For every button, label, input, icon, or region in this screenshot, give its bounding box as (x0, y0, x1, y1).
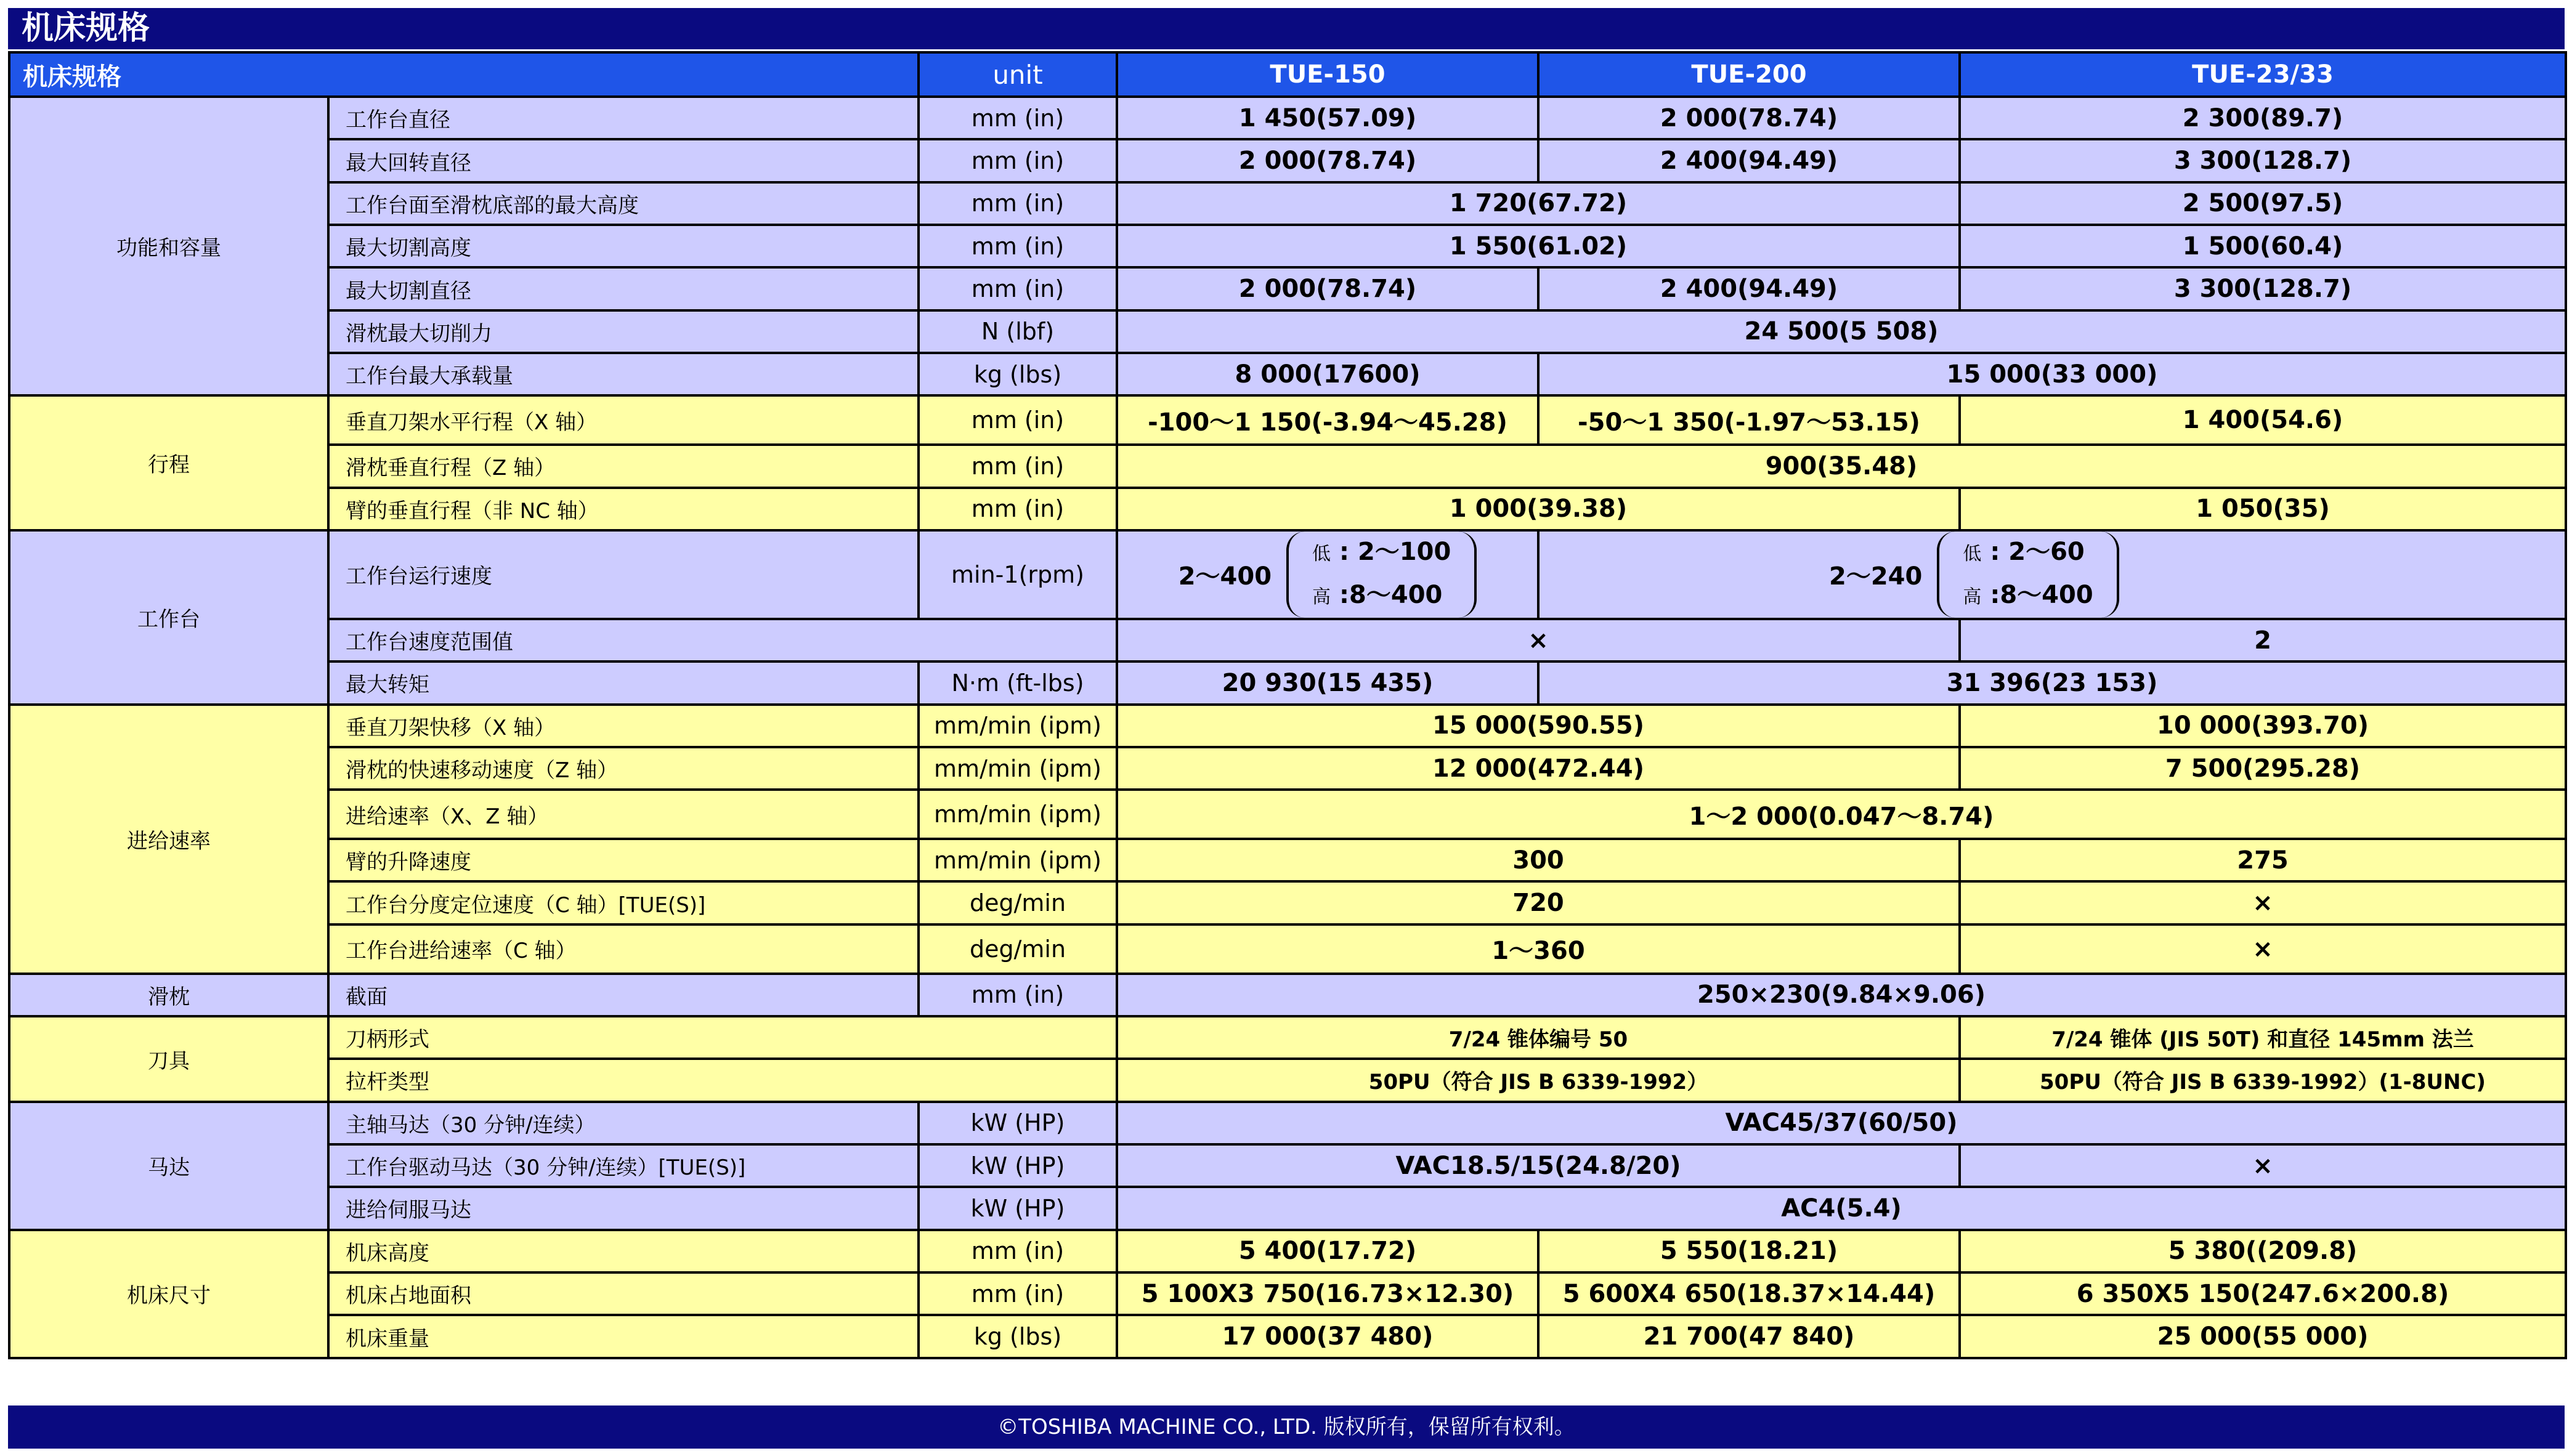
cell-value: 300 (1117, 839, 1960, 881)
speed-high-value: :8～400 (1339, 580, 1443, 609)
table-row (9, 1187, 2566, 1229)
cell-value: 2 000(78.74) (1117, 267, 1538, 310)
copyright-footer: ©TOSHIBA MACHINE CO., LTD. 版权所有，保留所有权利。 (8, 1405, 2565, 1449)
row-item-label: 工作台速度范围值 (328, 619, 1117, 661)
speed-high-label: 高 (1312, 586, 1331, 608)
cell-value: 50PU（符合 JIS B 6339-1992） (1117, 1059, 1960, 1101)
cell-value: × (1117, 619, 1960, 661)
row-unit: kW (HP) (919, 1144, 1117, 1187)
cell-value: 7/24 锥体 (JIS 50T) 和直径 145mm 法兰 (1960, 1016, 2566, 1059)
table-row (9, 974, 2566, 1016)
row-item-label: 垂直刀架快移（X 轴） (328, 705, 919, 747)
table-row (9, 1144, 2566, 1187)
speed-low-value: : 2～60 (1990, 537, 2085, 566)
table-row (9, 395, 2566, 445)
cell-value: 1 000(39.38) (1117, 488, 1960, 530)
cell-value: 5 380((209.8) (1960, 1230, 2566, 1272)
cell-value: 24 500(5 508) (1117, 310, 2566, 353)
cell-value: 5 550(18.21) (1538, 1230, 1960, 1272)
table-row (9, 1059, 2566, 1101)
row-item-label: 主轴马达（30 分钟/连续） (328, 1102, 919, 1144)
table-row (9, 619, 2566, 661)
speed-range-bracket (1286, 532, 1477, 618)
cell-value: 2 300(89.7) (1960, 97, 2566, 139)
cell-value: 31 396(23 153) (1538, 661, 2566, 704)
row-unit: mm (in) (919, 267, 1117, 310)
row-item-label: 最大转矩 (328, 661, 919, 704)
row-unit: mm/min (ipm) (919, 705, 1117, 747)
table-row (9, 267, 2566, 310)
cell-value: × (1960, 924, 2566, 974)
cell-value: 7/24 锥体编号 50 (1117, 1016, 1960, 1059)
row-item-label: 滑枕最大切削力 (328, 310, 919, 353)
cell-value: 1 050(35) (1960, 488, 2566, 530)
cell-value: -50～1 350(-1.97～53.15) (1538, 395, 1960, 445)
row-item-label: 工作台直径 (328, 97, 919, 139)
row-item-label: 臂的垂直行程（非 NC 轴） (328, 488, 919, 530)
cell-value: 15 000(590.55) (1117, 705, 1960, 747)
cell-value: 3 300(128.7) (1960, 139, 2566, 182)
table-row (9, 747, 2566, 790)
cell-value: 3 300(128.7) (1960, 267, 2566, 310)
table-row (9, 310, 2566, 353)
speed-range-bracket (1937, 532, 2119, 618)
row-item-label: 进给伺服马达 (328, 1187, 919, 1229)
cell-value: VAC18.5/15(24.8/20) (1117, 1144, 1960, 1187)
row-item-label: 进给速率（X、Z 轴） (328, 790, 919, 839)
cell-value: 2 000(78.74) (1538, 97, 1960, 139)
cell-value: AC4(5.4) (1117, 1187, 2566, 1229)
cell-value: 17 000(37 480) (1117, 1315, 1538, 1358)
row-item-label: 机床占地面积 (328, 1272, 919, 1315)
row-unit: mm (in) (919, 97, 1117, 139)
cell-value: 1 720(67.72) (1117, 182, 1960, 225)
row-unit: kg (lbs) (919, 353, 1117, 395)
table-row (9, 445, 2566, 487)
row-unit: mm/min (ipm) (919, 839, 1117, 881)
table-row (9, 225, 2566, 267)
cell-value: 8 000(17600) (1117, 353, 1538, 395)
cell-value: 2 500(97.5) (1960, 182, 2566, 225)
cell-value: × (1960, 1144, 2566, 1187)
speed-low-label: 低 (1963, 543, 1982, 565)
row-unit: mm (in) (919, 488, 1117, 530)
cell-value: 25 000(55 000) (1960, 1315, 2566, 1358)
cell-value: 2 400(94.49) (1538, 267, 1960, 310)
row-item-label: 臂的升降速度 (328, 839, 919, 881)
header-model-tue2333: TUE-23/33 (1960, 52, 2566, 97)
table-row (9, 705, 2566, 747)
row-unit: mm/min (ipm) (919, 790, 1117, 839)
table-row (9, 839, 2566, 881)
row-item-label: 工作台驱动马达（30 分钟/连续）[TUE(S)] (328, 1144, 919, 1187)
table-row (9, 924, 2566, 974)
speed-base-value: 2～240 (1829, 562, 1923, 591)
speed-base-value: 2～400 (1178, 562, 1272, 591)
cell-value: 5 600X4 650(18.37×14.44) (1538, 1272, 1960, 1315)
cell-table-speed-tue200-2333 (1538, 530, 2566, 619)
row-unit: kg (lbs) (919, 1315, 1117, 1358)
row-unit: mm/min (ipm) (919, 747, 1117, 790)
speed-low-label: 低 (1312, 543, 1331, 565)
row-item-label: 工作台运行速度 (328, 530, 919, 619)
cell-value: 10 000(393.70) (1960, 705, 2566, 747)
row-item-label: 截面 (328, 974, 919, 1016)
row-unit: mm (in) (919, 139, 1117, 182)
table-row (9, 1272, 2566, 1315)
cell-value: 7 500(295.28) (1960, 747, 2566, 790)
row-item-label: 工作台分度定位速度（C 轴）[TUE(S)] (328, 881, 919, 924)
cell-value: × (1960, 881, 2566, 924)
row-unit: deg/min (919, 881, 1117, 924)
cell-value: 20 930(15 435) (1117, 661, 1538, 704)
row-unit: mm (in) (919, 225, 1117, 267)
cell-value: 5 100X3 750(16.73×12.30) (1117, 1272, 1538, 1315)
table-row (9, 97, 2566, 139)
header-model-tue150: TUE-150 (1117, 52, 1538, 97)
category-feed: 进给速率 (9, 705, 328, 974)
page-title: 机床规格 (8, 8, 2565, 49)
row-item-label: 最大切割高度 (328, 225, 919, 267)
table-row (9, 139, 2566, 182)
cell-value: 2 000(78.74) (1117, 139, 1538, 182)
cell-table-speed-tue150 (1117, 530, 1538, 619)
category-tool: 刀具 (9, 1016, 328, 1102)
cell-value: 1～2 000(0.047～8.74) (1117, 790, 2566, 839)
category-motor: 马达 (9, 1102, 328, 1230)
row-unit: mm (in) (919, 1230, 1117, 1272)
row-unit: kW (HP) (919, 1187, 1117, 1229)
table-row (9, 661, 2566, 704)
row-unit: mm (in) (919, 445, 1117, 487)
row-unit: N (lbf) (919, 310, 1117, 353)
header-unit: unit (919, 52, 1117, 97)
cell-value: 1 500(60.4) (1960, 225, 2566, 267)
cell-value: 15 000(33 000) (1538, 353, 2566, 395)
cell-value: -100～1 150(-3.94～45.28) (1117, 395, 1538, 445)
table-row (9, 182, 2566, 225)
table-row (9, 1102, 2566, 1144)
table-row (9, 530, 2566, 619)
cell-value: 2 (1960, 619, 2566, 661)
row-item-label: 最大回转直径 (328, 139, 919, 182)
speed-high-value: :8～400 (1990, 580, 2093, 609)
speed-low-value: : 2～100 (1339, 537, 1451, 566)
header-label: 机床规格 (9, 52, 919, 97)
table-row (9, 353, 2566, 395)
row-item-label: 机床高度 (328, 1230, 919, 1272)
table-row (9, 1315, 2566, 1358)
row-item-label: 拉杆类型 (328, 1059, 1117, 1101)
cell-value: 275 (1960, 839, 2566, 881)
table-row (9, 488, 2566, 530)
spec-table (8, 51, 2567, 1359)
row-unit: kW (HP) (919, 1102, 1117, 1144)
cell-value: 6 350X5 150(247.6×200.8) (1960, 1272, 2566, 1315)
row-item-label: 工作台进给速率（C 轴） (328, 924, 919, 974)
category-travel: 行程 (9, 395, 328, 530)
row-unit: deg/min (919, 924, 1117, 974)
row-unit: mm (in) (919, 182, 1117, 225)
table-row (9, 881, 2566, 924)
cell-value: 1 550(61.02) (1117, 225, 1960, 267)
cell-value: 720 (1117, 881, 1960, 924)
cell-value: 12 000(472.44) (1117, 747, 1960, 790)
cell-value: 900(35.48) (1117, 445, 2566, 487)
row-unit: N·m (ft-lbs) (919, 661, 1117, 704)
cell-value: 250×230(9.84×9.06) (1117, 974, 2566, 1016)
table-row (9, 790, 2566, 839)
row-item-label: 最大切割直径 (328, 267, 919, 310)
row-item-label: 工作台最大承载量 (328, 353, 919, 395)
cell-value: 21 700(47 840) (1538, 1315, 1960, 1358)
row-unit: mm (in) (919, 395, 1117, 445)
cell-value: 1 400(54.6) (1960, 395, 2566, 445)
row-item-label: 刀柄形式 (328, 1016, 1117, 1059)
row-unit: min-1(rpm) (919, 530, 1117, 619)
row-item-label: 垂直刀架水平行程（X 轴） (328, 395, 919, 445)
row-unit: mm (in) (919, 974, 1117, 1016)
header-model-tue200: TUE-200 (1538, 52, 1960, 97)
row-item-label: 机床重量 (328, 1315, 919, 1358)
category-table: 工作台 (9, 530, 328, 705)
cell-value: 2 400(94.49) (1538, 139, 1960, 182)
row-item-label: 工作台面至滑枕底部的最大高度 (328, 182, 919, 225)
table-row (9, 1230, 2566, 1272)
category-ram: 滑枕 (9, 974, 328, 1016)
cell-value: 50PU（符合 JIS B 6339-1992）(1-8UNC) (1960, 1059, 2566, 1101)
table-row (9, 1016, 2566, 1059)
table-header-row (9, 52, 2566, 97)
cell-value: 1～360 (1117, 924, 1960, 974)
cell-value: 5 400(17.72) (1117, 1230, 1538, 1272)
cell-value: 1 450(57.09) (1117, 97, 1538, 139)
row-item-label: 滑枕垂直行程（Z 轴） (328, 445, 919, 487)
category-size: 机床尺寸 (9, 1230, 328, 1358)
row-unit: mm (in) (919, 1272, 1117, 1315)
row-item-label: 滑枕的快速移动速度（Z 轴） (328, 747, 919, 790)
speed-high-label: 高 (1963, 586, 1982, 608)
category-capacity: 功能和容量 (9, 97, 328, 395)
cell-value: VAC45/37(60/50) (1117, 1102, 2566, 1144)
